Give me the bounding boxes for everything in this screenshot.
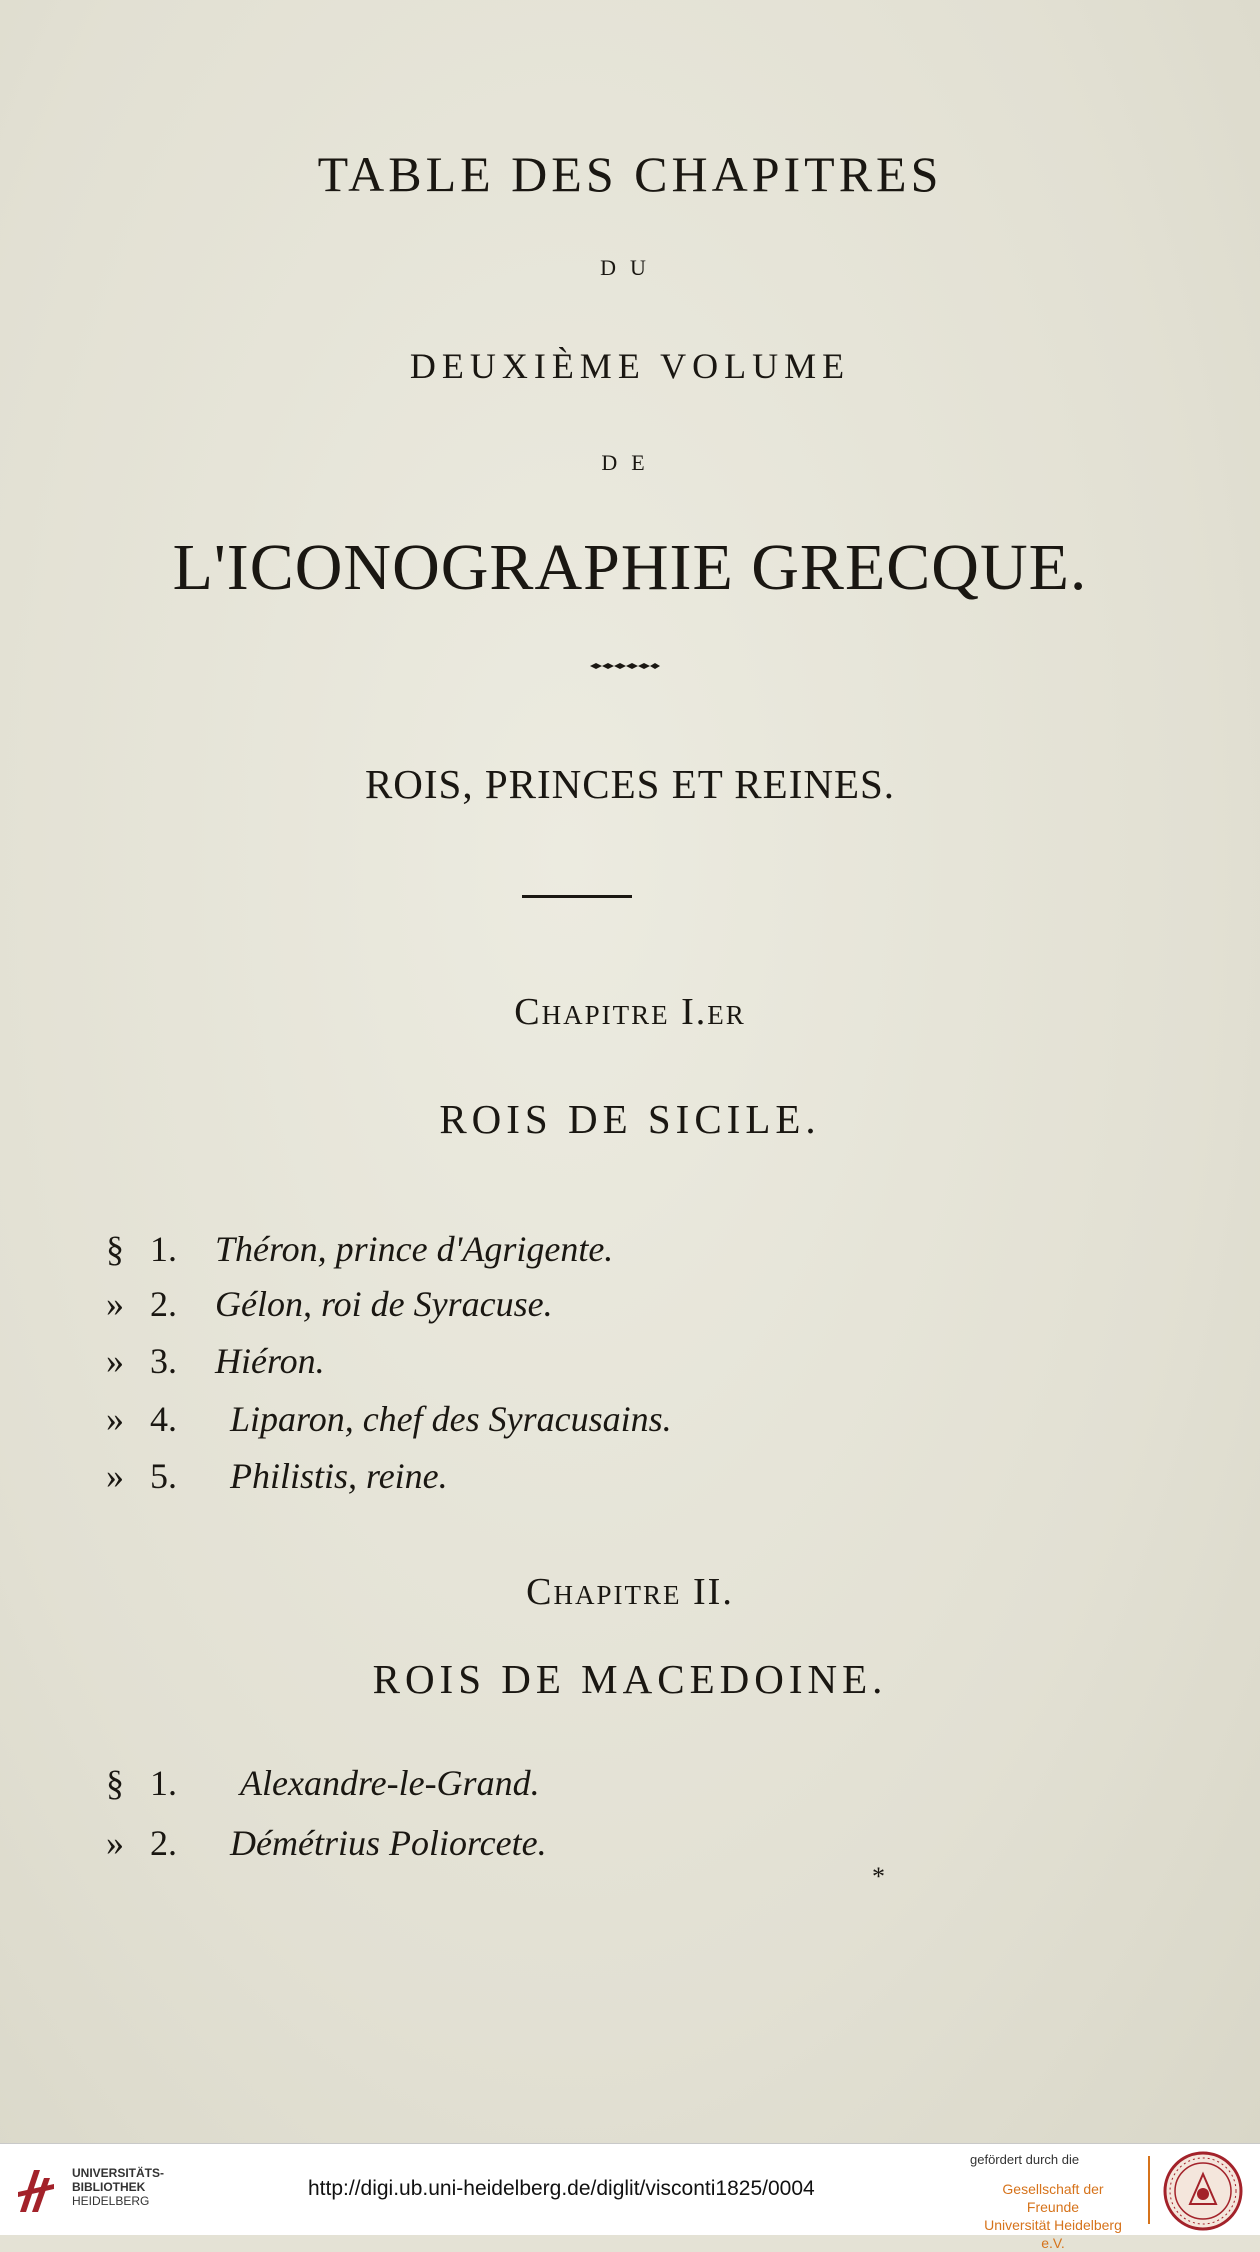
item-number: 1. — [150, 1229, 177, 1269]
item-text: Gélon, roi de Syracuse. — [215, 1284, 553, 1324]
item-text: Théron, prince d'Agrigente. — [215, 1229, 614, 1269]
chapter-2-heading: Chapitre II. — [526, 1571, 734, 1613]
item-number: 4. — [150, 1399, 177, 1439]
supported-by-label: gefördert durch die — [970, 2152, 1080, 2167]
item-number: 3. — [150, 1341, 177, 1381]
permalink-url[interactable]: http://digi.ub.uni-heidelberg.de/diglit/visconti1825/0004 — [308, 2177, 815, 2200]
library-line-1: UNIVERSITÄTS- — [72, 2166, 165, 2180]
chapter-1-heading: Chapitre I.er — [514, 991, 746, 1033]
signature-mark: * — [872, 1862, 885, 1891]
item-number: 2. — [150, 1284, 177, 1324]
title-line-4: DE — [601, 450, 659, 475]
ornament-divider — [590, 662, 660, 670]
chapter-2-title: ROIS DE MACEDOINE. — [372, 1656, 888, 1702]
section-heading: ROIS, PRINCES ET REINES. — [364, 761, 896, 807]
item-number: 1. — [150, 1763, 177, 1803]
section-rule — [522, 895, 632, 898]
item-number: 2. — [150, 1823, 177, 1863]
sponsor-line-2: Universität Heidelberg e.V. — [984, 2217, 1122, 2251]
section-mark: § — [106, 1229, 124, 1269]
item-text: Alexandre-le-Grand. — [240, 1763, 540, 1803]
library-name[interactable] — [72, 2166, 164, 2208]
footer-bar — [0, 2143, 1260, 2251]
book-title: L'ICONOGRAPHIE GRECQUE. — [172, 531, 1088, 604]
item-text: Démétrius Poliorcete. — [230, 1823, 547, 1863]
item-text: Philistis, reine. — [230, 1456, 448, 1496]
ditto-mark: » — [106, 1456, 124, 1496]
library-line-2: BIBLIOTHEK — [72, 2180, 146, 2194]
chapter-1-title: ROIS DE SICILE. — [439, 1096, 821, 1142]
title-line-1: TABLE DES CHAPITRES — [317, 146, 943, 202]
library-line-3: HEIDELBERG — [72, 2194, 150, 2208]
ub-heidelberg-logo-icon[interactable] — [14, 2162, 58, 2218]
footer-divider — [1148, 2156, 1150, 2224]
ditto-mark: » — [106, 1823, 124, 1863]
title-line-3: DEUXIÈME VOLUME — [409, 346, 851, 386]
ditto-mark: » — [106, 1399, 124, 1439]
ditto-mark: » — [106, 1284, 124, 1324]
ditto-mark: » — [106, 1341, 124, 1381]
title-line-2: DU — [600, 255, 660, 280]
sponsor-name[interactable] — [978, 2180, 1128, 2252]
sponsor-line-1: Gesellschaft der Freunde — [1002, 2181, 1104, 2215]
item-text: Hiéron. — [215, 1341, 325, 1381]
university-seal-icon[interactable] — [1162, 2150, 1244, 2232]
item-text: Liparon, chef des Syracusains. — [230, 1399, 672, 1439]
section-mark: § — [106, 1763, 124, 1803]
item-number: 5. — [150, 1456, 177, 1496]
